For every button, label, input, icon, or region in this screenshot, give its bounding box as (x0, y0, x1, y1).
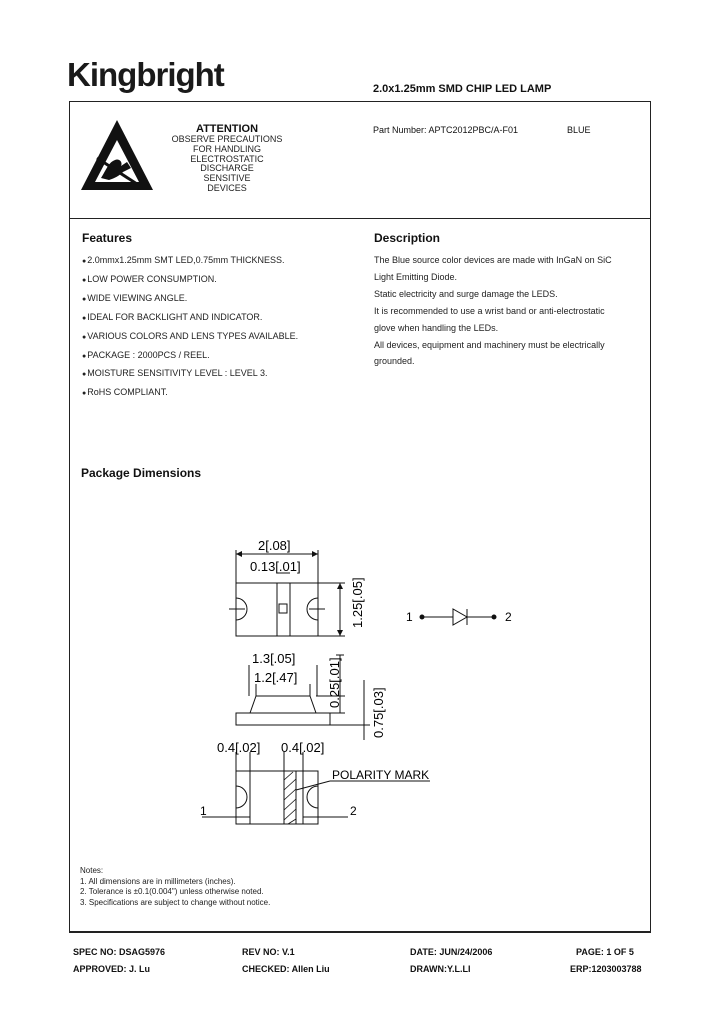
feature-item: ● 2.0mmx1.25mm SMT LED,0.75mm THICKNESS. (82, 252, 298, 271)
brand-logo: Kingbright (67, 56, 224, 93)
dim-top-width: 2[.08] (258, 538, 291, 553)
attention-line: ELECTROSTATIC (190, 153, 264, 164)
footer-page: PAGE: 1 OF 5 (576, 947, 634, 957)
pin1-label: 1 (200, 804, 207, 818)
features-title: Features (82, 231, 133, 245)
dim-side-lens: 0.25[.01] (327, 657, 342, 708)
footer-drawn: DRAWN:Y.L.LI (410, 964, 471, 974)
dim-top-height: 1.25[.05] (350, 577, 365, 628)
attention-line: OBSERVE PRECAUTIONS (171, 134, 283, 144)
dim-side-inner: 1.2[.47] (254, 670, 298, 685)
part-color: BLUE (567, 125, 591, 135)
feature-item: ● PACKAGE : 2000PCS / REEL. (82, 347, 298, 366)
attention-line: SENSITIVE (203, 173, 251, 184)
description-line: All devices, equipment and machinery must be electrically (374, 339, 605, 350)
part-number: Part Number: APTC2012PBC/A-F01 (373, 125, 519, 135)
notes (80, 866, 270, 908)
document-title: 2.0x1.25mm SMD CHIP LED LAMP (373, 83, 552, 95)
feature-item: ● IDEAL FOR BACKLIGHT AND INDICATOR. (82, 309, 298, 328)
notes-title: Notes: (80, 866, 104, 875)
description-line: The Blue source color devices are made with InGaN on SiC (374, 255, 612, 265)
description-line: Light Emitting Diode. (374, 271, 458, 282)
pin2-label: 2 (350, 804, 357, 818)
dim-top-inner: 0.13[.01] (250, 559, 301, 574)
feature-item: ● WIDE VIEWING ANGLE. (82, 290, 298, 309)
footer-checked: CHECKED: Allen Liu (242, 964, 330, 974)
attention-line: DEVICES (207, 182, 247, 193)
footer-date: DATE: JUN/24/2006 (410, 947, 493, 957)
description-line: glove when handling the LEDs. (374, 322, 499, 333)
attention-title: ATTENTION (195, 123, 259, 135)
footer-approved: APPROVED: J. Lu (73, 964, 151, 974)
footer-rev-no: REV NO: V.1 (242, 947, 295, 957)
description-title: Description (374, 231, 441, 245)
note-line: 1. All dimensions are in millimeters (inches). (80, 876, 236, 886)
attention-line: FOR HANDLING (192, 143, 261, 154)
description-line: It is recommended to use a wrist band or anti-electrostatic (374, 305, 605, 316)
note-line: 2. Tolerance is ±0.1(0.004") unless otherwise noted. (80, 887, 264, 896)
description-line: grounded. (374, 356, 415, 367)
footer-erp: ERP:1203003788 (570, 964, 642, 974)
package-dimensions-title: Package Dimensions (81, 466, 202, 480)
dim-side-height: 0.75[.03] (371, 687, 386, 738)
feature-item: ● LOW POWER CONSUMPTION. (82, 271, 298, 290)
note-line: 3. Specifications are subject to change without notice. (80, 897, 271, 907)
description-line: Static electricity and surge damage the LEDS. (374, 288, 558, 299)
diode-pin2-label: 2 (505, 610, 512, 624)
dim-bottom-left: 0.4[.02] (217, 740, 261, 755)
diode-symbol-icon (420, 609, 496, 625)
dim-side-width: 1.3[.05] (252, 651, 296, 666)
feature-item: ● MOISTURE SENSITIVITY LEVEL : LEVEL 3. (82, 365, 298, 384)
dim-bottom-right: 0.4[.02] (281, 740, 325, 755)
bottom-view-body (236, 771, 318, 824)
diode-pin1-label: 1 (406, 610, 413, 624)
side-view-body (236, 696, 330, 725)
feature-item: ● RoHS COMPLIANT. (82, 384, 298, 403)
attention-line: DISCHARGE (200, 163, 254, 174)
feature-item: ● VARIOUS COLORS AND LENS TYPES AVAILABLE. (82, 328, 298, 347)
footer-spec-no: SPEC NO: DSAG5976 (73, 947, 166, 957)
polarity-mark-label: POLARITY MARK (332, 768, 430, 782)
